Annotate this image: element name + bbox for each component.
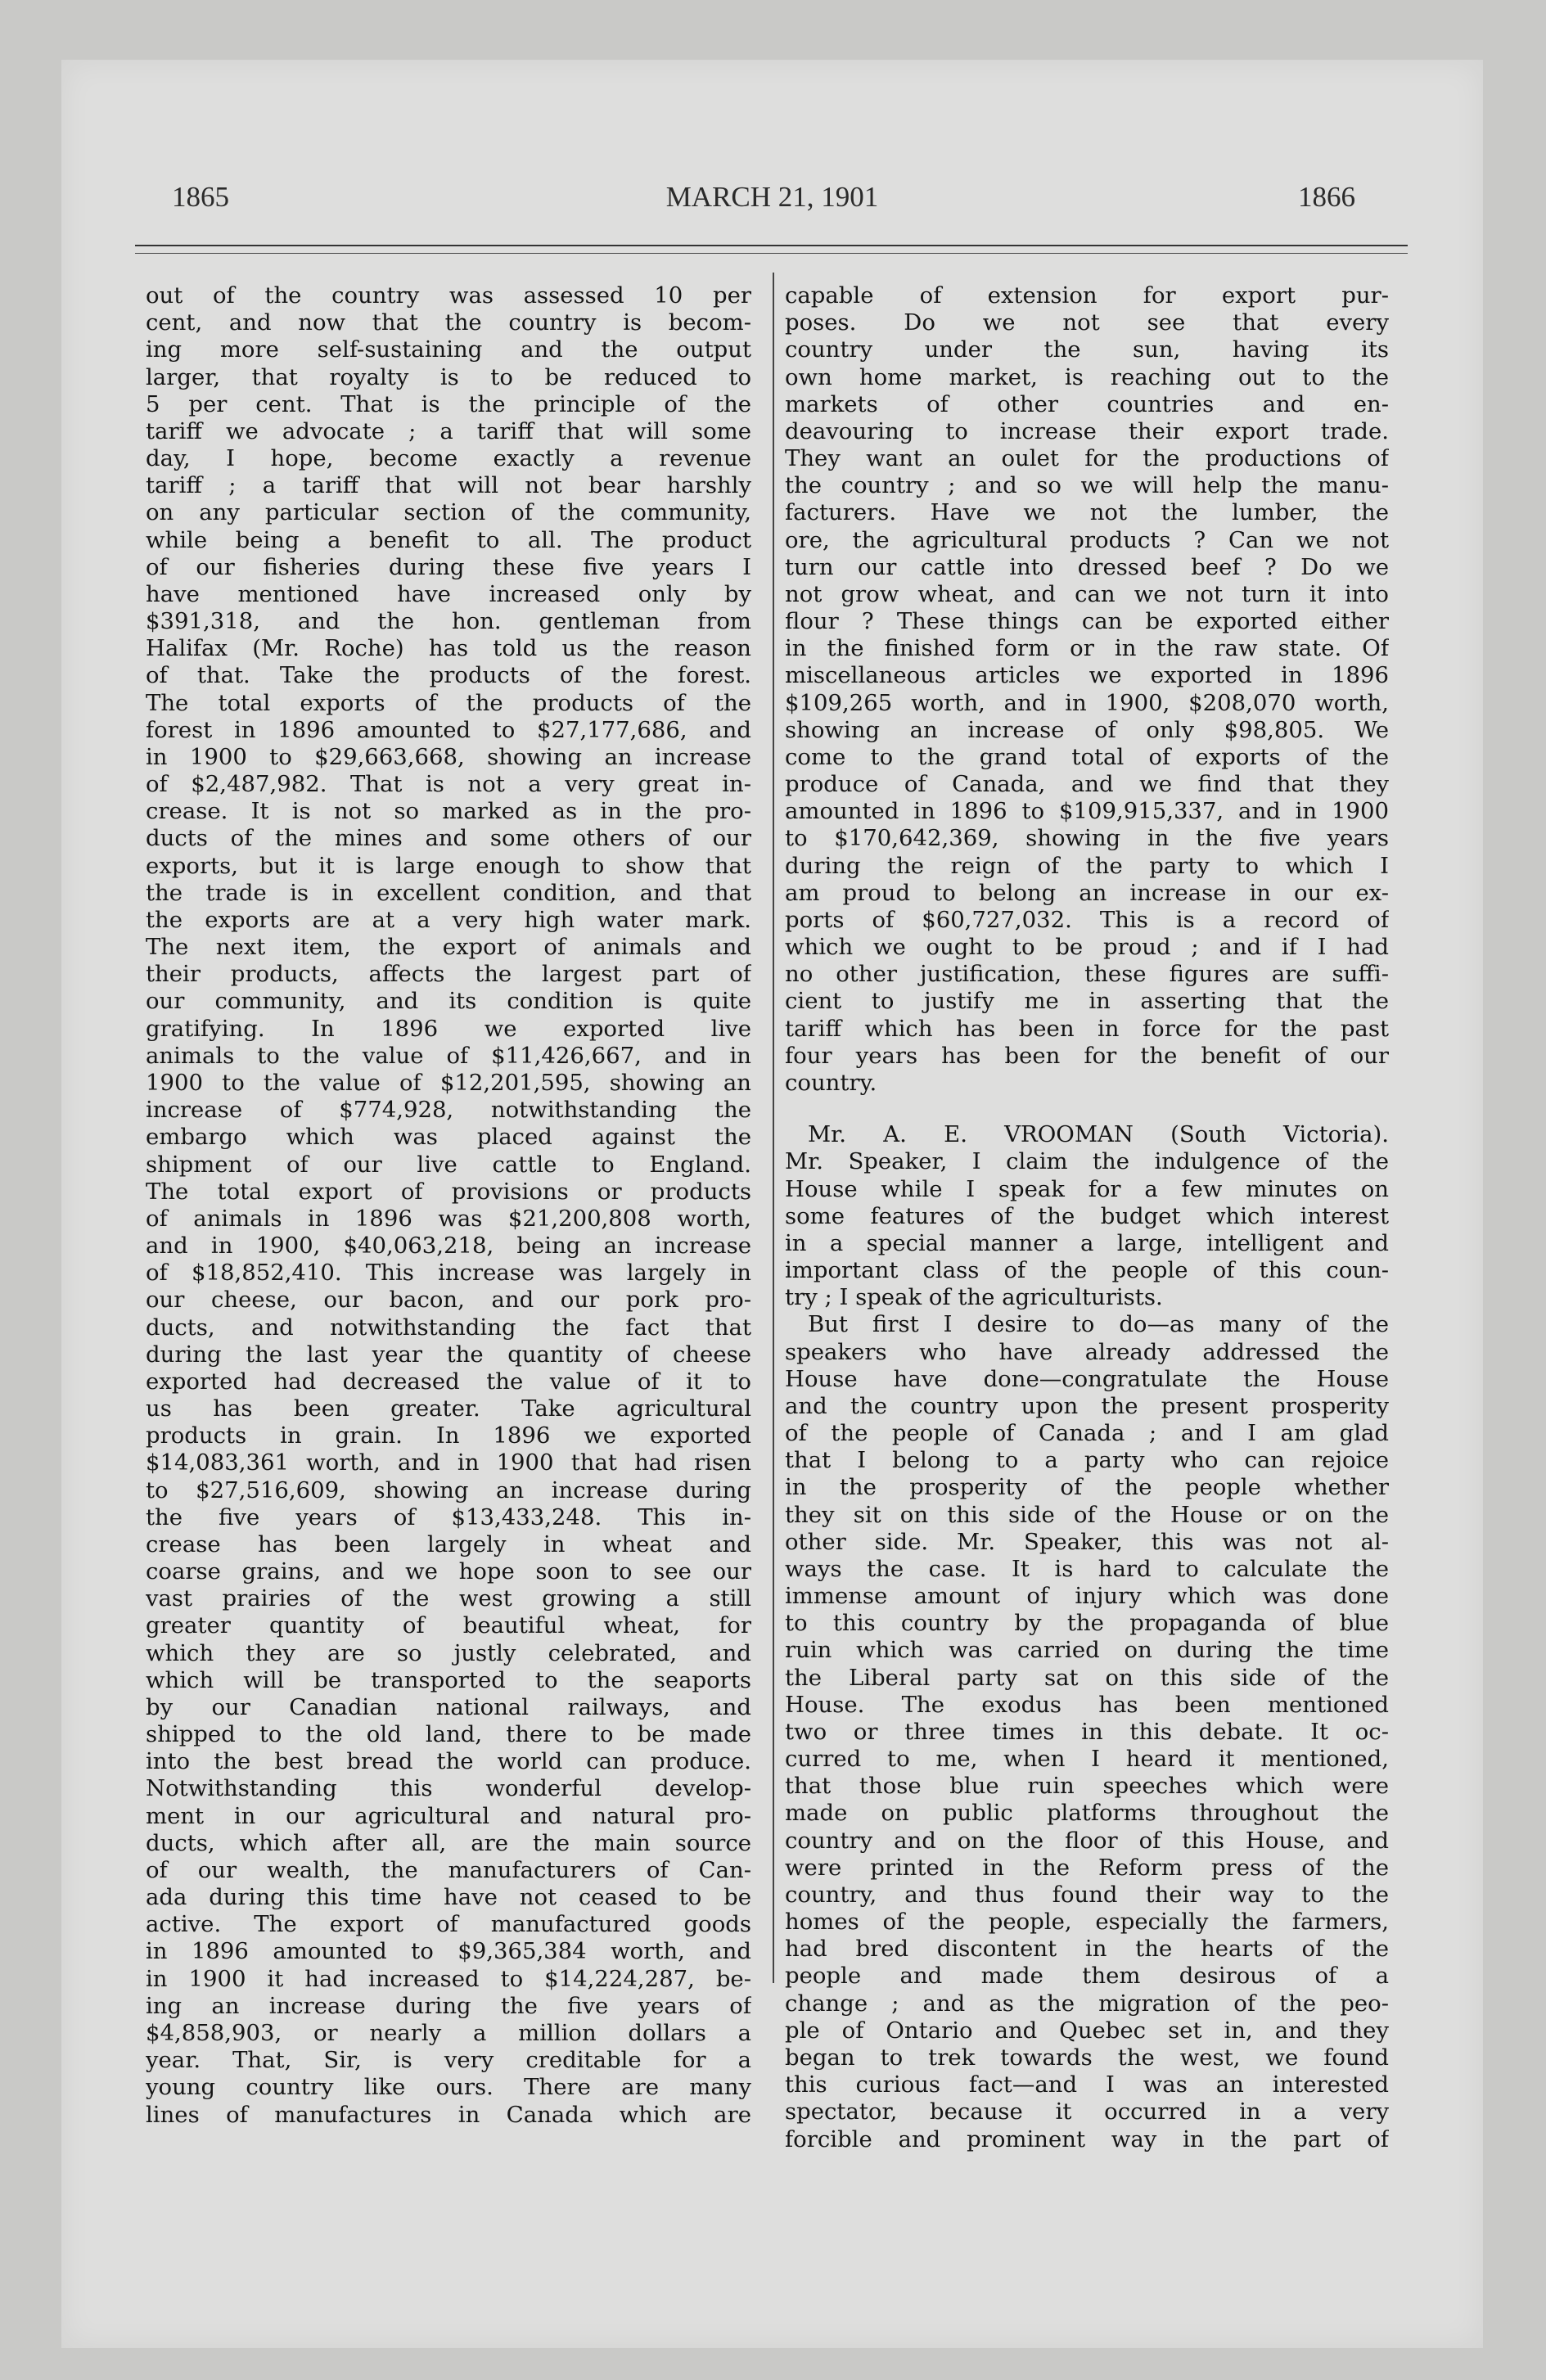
left-column-line: have mentioned have increased only by (146, 580, 751, 607)
left-column-line: ment in our agricultural and natural pro- (146, 1802, 751, 1829)
speech-line: two or three times in this debate. It oc- (785, 1718, 1389, 1745)
right-column-line: showing an increase of only $98,805. We (785, 716, 1389, 743)
right-column-line: in the finished form or in the raw state. Of (785, 635, 1389, 662)
page-date: MARCH 21, 1901 (665, 181, 879, 213)
speech-line: other side. Mr. Speaker, this was not al- (785, 1528, 1389, 1555)
right-column-line: produce of Canada, and we find that they (785, 771, 1389, 798)
left-column-line: cent, and now that the country is becom- (146, 309, 751, 336)
left-column-line: tariff we advocate ; a tariff that will some (146, 417, 751, 444)
speech-line: change ; and as the migration of the peo- (785, 1990, 1389, 2017)
right-column-line: am proud to belong an increase in our ex- (785, 879, 1389, 906)
left-column-line: of our wealth, the manufacturers of Can- (146, 1856, 751, 1883)
speech-line: House while I speak for a few minutes on (785, 1175, 1389, 1202)
left-column-line: shipment of our live cattle to England. (146, 1151, 751, 1178)
left-column-line: of that. Take the products of the forest. (146, 662, 751, 689)
left-column-line: of $2,487,982. That is not a very great in- (146, 771, 751, 798)
speech-line: country and on the floor of this House, and (785, 1827, 1389, 1854)
right-column-line: to $170,642,369, showing in the five years (785, 825, 1389, 852)
left-column-line: exported had decreased the value of it to (146, 1368, 751, 1395)
speech-line: in a special manner a large, intelligent and (785, 1229, 1389, 1256)
left-column-line: our cheese, our bacon, and our pork pro- (146, 1287, 751, 1314)
left-column-line: and in 1900, $40,063,218, being an increase (146, 1233, 751, 1260)
speech-line: they sit on this side of the House or on the (785, 1501, 1389, 1528)
page-scan (61, 60, 1483, 2348)
speech-line: important class of the people of this coun- (785, 1257, 1389, 1284)
left-column-line: larger, that royalty is to be reduced to (146, 363, 751, 390)
speech-line: that I belong to a party who can rejoice (785, 1447, 1389, 1474)
left-column-line: of animals in 1896 was $21,200,808 worth, (146, 1205, 751, 1232)
right-column-line: country. (785, 1069, 877, 1096)
speech-line: ways the case. It is hard to calculate the (785, 1555, 1389, 1582)
speech-line: spectator, because it occurred in a very (785, 2098, 1389, 2125)
header-rule (135, 245, 1408, 246)
left-column-line: by our Canadian national railways, and (146, 1693, 751, 1720)
left-column-line: 1900 to the value of $12,201,595, showing an (146, 1069, 751, 1096)
left-column-line: ducts, which after all, are the main source (146, 1829, 751, 1856)
left-column-line: during the last year the quantity of cheese (146, 1341, 751, 1368)
right-column-line: flour ? These things can be exported either (785, 608, 1389, 635)
left-column-line: products in grain. In 1896 we exported (146, 1422, 751, 1449)
right-column-line: not grow wheat, and can we not turn it into (785, 580, 1389, 607)
speech-line: But first I desire to do—as many of the (808, 1311, 1389, 1338)
left-column-line: our community, and its condition is quite (146, 988, 751, 1015)
left-column-line: Notwithstanding this wonderful develop- (146, 1775, 751, 1802)
left-column-line: which they are so justly celebrated, and (146, 1639, 751, 1666)
speech-line: curred to me, when I heard it mentioned, (785, 1746, 1389, 1773)
left-column-line: embargo which was placed against the (146, 1124, 751, 1151)
left-column-line: year. That, Sir, is very creditable for a (146, 2047, 751, 2074)
left-column-line: coarse grains, and we hope soon to see our (146, 1558, 751, 1585)
left-column-line: in 1900 to $29,663,668, showing an increase (146, 743, 751, 770)
page-number-right: 1866 (1298, 181, 1355, 213)
right-column-line: capable of extension for export pur- (785, 282, 1389, 309)
left-column-line: forest in 1896 amounted to $27,177,686, and (146, 716, 751, 743)
right-column-line: deavouring to increase their export trade. (785, 417, 1389, 444)
left-column-line: ducts, and notwithstanding the fact that (146, 1314, 751, 1341)
left-column-line: The next item, the export of animals and (146, 934, 751, 961)
right-column-line: poses. Do we not see that every (785, 309, 1389, 336)
left-column-line: gratifying. In 1896 we exported live (146, 1015, 751, 1042)
left-column-line: vast prairies of the west growing a still (146, 1585, 751, 1612)
right-column-line: the country ; and so we will help the manu- (785, 472, 1389, 499)
speech-line: homes of the people, especially the farmers, (785, 1909, 1389, 1936)
speech-line: try ; I speak of the agriculturists. (785, 1284, 1163, 1311)
speech-line: Mr. Speaker, I claim the indulgence of the (785, 1148, 1389, 1175)
right-column-line: own home market, is reaching out to the (785, 363, 1389, 390)
left-column-line: their products, affects the largest part of (146, 961, 751, 988)
right-column-line: miscellaneous articles we exported in 1896 (785, 662, 1389, 689)
paragraph-gap (785, 1097, 1389, 1121)
speech-line: had bred discontent in the hearts of the (785, 1936, 1389, 1963)
left-column-line: the trade is in excellent condition, and that (146, 879, 751, 906)
speech-line: that those blue ruin speeches which were (785, 1773, 1389, 1800)
speech-line: made on public platforms throughout the (785, 1800, 1389, 1827)
right-column-line: ore, the agricultural products ? Can we not (785, 526, 1389, 553)
right-column-line: $109,265 worth, and in 1900, $208,070 worth, (785, 689, 1389, 716)
right-column (785, 282, 1389, 2153)
left-column-line: which will be transported to the seaports (146, 1666, 751, 1693)
column-divider (773, 273, 774, 1983)
left-column-line: of our fisheries during these five years I (146, 553, 751, 580)
speech-line: people and made them desirous of a (785, 1963, 1389, 1990)
left-column-line: of $18,852,410. This increase was largely in (146, 1260, 751, 1287)
left-column-line: crease has been largely in wheat and (146, 1530, 751, 1557)
speech-line: speakers who have already addressed the (785, 1338, 1389, 1365)
left-column-line: $14,083,361 worth, and in 1900 that had risen (146, 1449, 751, 1476)
right-column-line: come to the grand total of exports of the (785, 743, 1389, 770)
left-column-line: animals to the value of $11,426,667, and in (146, 1042, 751, 1069)
right-column-line: facturers. Have we not the lumber, the (785, 499, 1389, 526)
left-column-line: ing more self-sustaining and the output (146, 336, 751, 363)
left-column-line: $4,858,903, or nearly a million dollars a (146, 2020, 751, 2046)
left-column-line: crease. It is not so marked as in the pro- (146, 798, 751, 825)
left-column-line: Halifax (Mr. Roche) has told us the reason (146, 635, 751, 662)
left-column-line: lines of manufactures in Canada which are (146, 2101, 751, 2128)
left-column-line: active. The export of manufactured goods (146, 1911, 751, 1938)
speech-line: House have done—congratulate the House (785, 1365, 1389, 1392)
header-rule-thin (135, 253, 1408, 254)
speech-line: to this country by the propaganda of blue (785, 1610, 1389, 1637)
left-column-line: The total exports of the products of the (146, 689, 751, 716)
speech-line: some features of the budget which interest (785, 1202, 1389, 1229)
left-column-line: the five years of $13,433,248. This in- (146, 1503, 751, 1530)
left-column-line: the exports are at a very high water mark. (146, 906, 751, 933)
left-column-line: us has been greater. Take agricultural (146, 1395, 751, 1422)
left-column-line: to $27,516,609, showing an increase during (146, 1476, 751, 1503)
speech-line: the Liberal party sat on this side of the (785, 1664, 1389, 1691)
left-column-line: The total export of provisions or products (146, 1178, 751, 1205)
right-column-line: They want an oulet for the productions of (785, 445, 1389, 472)
speech-line: ple of Ontario and Quebec set in, and they (785, 2017, 1389, 2044)
left-column-line: tariff ; a tariff that will not bear harshly (146, 472, 751, 499)
right-column-line: cient to justify me in asserting that the (785, 988, 1389, 1015)
right-column-line: no other justification, these figures are suffi- (785, 961, 1389, 988)
speech-line: began to trek towards the west, we found (785, 2044, 1389, 2071)
speech-line: of the people of Canada ; and I am glad (785, 1420, 1389, 1447)
left-column-line: ducts of the mines and some others of our (146, 825, 751, 852)
left-column-line: in 1900 it had increased to $14,224,287, be- (146, 1965, 751, 1992)
right-column-line: tariff which has been in force for the past (785, 1015, 1389, 1042)
left-column-line: on any particular section of the community, (146, 499, 751, 526)
right-column-line: ports of $60,727,032. This is a record of (785, 906, 1389, 933)
left-column-line: greater quantity of beautiful wheat, for (146, 1612, 751, 1639)
left-column-line: ing an increase during the five years of (146, 1992, 751, 2019)
right-column-line: markets of other countries and en- (785, 390, 1389, 417)
right-column-line: country under the sun, having its (785, 336, 1389, 363)
left-column-line: young country like ours. There are many (146, 2074, 751, 2101)
page-number-left: 1865 (172, 181, 229, 213)
speech-line: this curious fact—and I was an interested (785, 2071, 1389, 2098)
speech-line: country, and thus found their way to the (785, 1881, 1389, 1908)
right-column-line: turn our cattle into dressed beef ? Do we (785, 553, 1389, 580)
left-column-line: exports, but it is large enough to show that (146, 852, 751, 879)
left-column-line: 5 per cent. That is the principle of the (146, 390, 751, 417)
left-column-line: into the best bread the world can produce. (146, 1748, 751, 1775)
left-column-line: day, I hope, become exactly a revenue (146, 445, 751, 472)
left-column-line: out of the country was assessed 10 per (146, 282, 751, 309)
right-column-line: which we ought to be proud ; and if I had (785, 934, 1389, 961)
speech-line: ruin which was carried on during the time (785, 1637, 1389, 1664)
left-column-line: in 1896 amounted to $9,365,384 worth, and (146, 1938, 751, 1965)
left-column-line: while being a benefit to all. The product (146, 526, 751, 553)
right-column-line: during the reign of the party to which I (785, 852, 1389, 879)
speech-line: House. The exodus has been mentioned (785, 1691, 1389, 1718)
left-column (146, 282, 751, 2129)
speech-line: and the country upon the present prosperity (785, 1392, 1389, 1419)
speech-line: forcible and prominent way in the part of (785, 2125, 1389, 2152)
left-column-line: increase of $774,928, notwithstanding the (146, 1097, 751, 1124)
right-column-line: four years has been for the benefit of our (785, 1042, 1389, 1069)
speech-line: were printed in the Reform press of the (785, 1854, 1389, 1881)
speech-line: in the prosperity of the people whether (785, 1474, 1389, 1501)
speech-line: Mr. A. E. VROOMAN (South Victoria). (808, 1121, 1389, 1148)
left-column-line: shipped to the old land, there to be made (146, 1721, 751, 1748)
right-column-line: amounted in 1896 to $109,915,337, and in 1900 (785, 798, 1389, 825)
left-column-line: $391,318, and the hon. gentleman from (146, 608, 751, 635)
left-column-line: ada during this time have not ceased to be (146, 1884, 751, 1911)
speech-line: immense amount of injury which was done (785, 1583, 1389, 1610)
